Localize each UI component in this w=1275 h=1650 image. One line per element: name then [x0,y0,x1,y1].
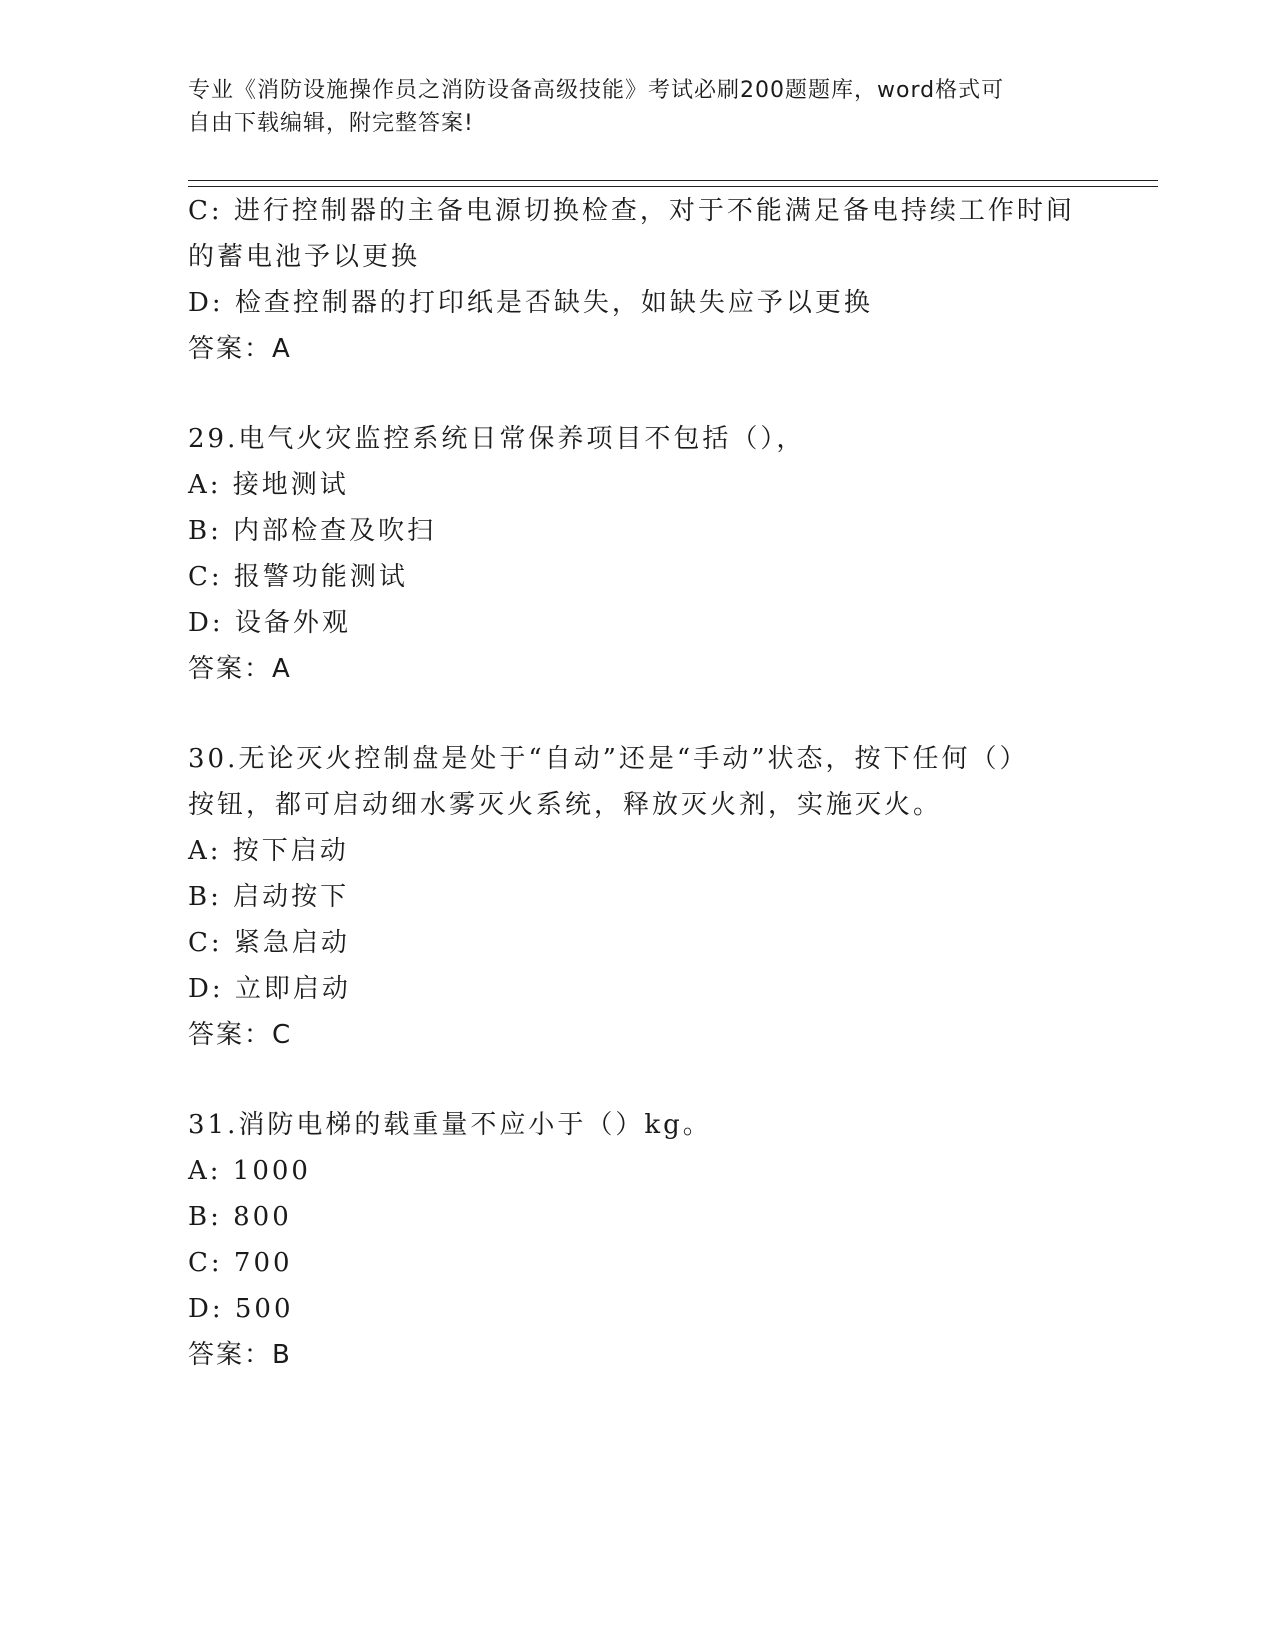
header-line-2: 自由下载编辑，附完整答案! [188,111,474,136]
answer-line: 答案：A [188,334,292,364]
option-b: B: 800 [188,1202,292,1232]
continued-question [188,188,1108,372]
option-d: D: 检查控制器的打印纸是否缺失，如缺失应予以更换 [188,288,873,318]
option-a: A: 1000 [188,1156,311,1186]
option-d: D: 设备外观 [188,608,351,638]
header-divider-top [188,180,1158,181]
document-header [188,74,1088,140]
question-30 [188,736,1108,1058]
question-stem: 29.电气火灾监控系统日常保养项目不包括（）， [188,424,806,454]
option-c: C: 进行控制器的主备电源切换检查，对于不能满足备电持续工作时间 [188,196,1075,226]
option-c-continued: 的蓄电池予以更换 [188,242,421,272]
option-a: A: 接地测试 [188,470,349,500]
answer-line: 答案：A [188,654,292,684]
option-b: B: 内部检查及吹扫 [188,516,437,546]
question-31 [188,1102,1108,1378]
question-stem: 30.无论灭火控制盘是处于“自动”还是“手动”状态，按下任何（） [188,744,1029,774]
question-stem-continued: 按钮，都可启动细水雾灭火系统，释放灭火剂，实施灭火。 [188,790,943,820]
option-a: A: 按下启动 [188,836,349,866]
option-d: D: 立即启动 [188,974,351,1004]
question-stem: 31.消防电梯的载重量不应小于（）kg。 [188,1110,712,1140]
option-c: C: 紧急启动 [188,928,350,958]
answer-line: 答案：C [188,1020,293,1050]
option-c: C: 报警功能测试 [188,562,408,592]
question-29 [188,416,1108,692]
header-line-1: 专业《消防设施操作员之消防设备高级技能》考试必刷200题题库，word格式可 [188,78,1005,103]
option-d: D: 500 [188,1294,294,1324]
answer-line: 答案：B [188,1340,292,1370]
option-c: C: 700 [188,1248,293,1278]
header-divider-bottom [188,186,1158,187]
option-b: B: 启动按下 [188,882,350,912]
question-content [188,188,1108,1378]
